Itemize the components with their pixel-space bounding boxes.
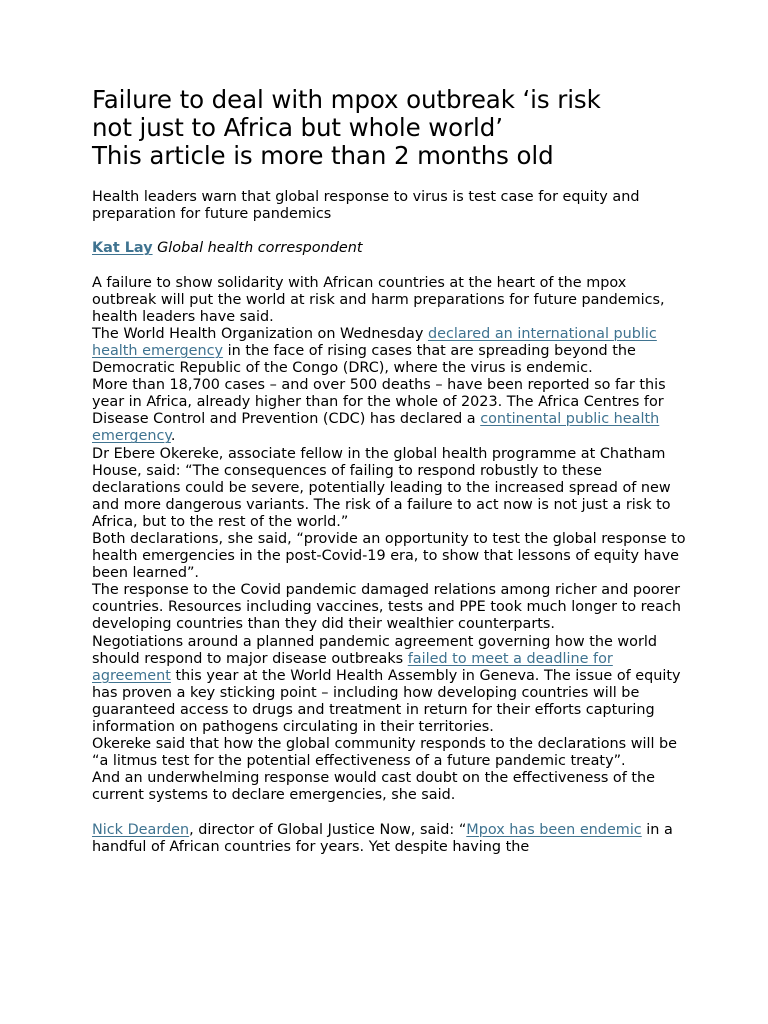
- paragraph-8: Okereke said that how the global community responds to the declarations will be “a litmus test for the potential effectiveness of a future pandemic treaty”.: [92, 736, 678, 770]
- paragraph-7-text-after: this year at the World Health Assembly in Geneva. The issue of equity has proven a key sticking point – including how developing countries will be guaranteed access to drugs and treatment in return for their efforts capturing information on pathogens circulating in their territories.: [92, 667, 681, 736]
- article-headline: [92, 86, 692, 170]
- paragraph-9: And an underwhelming response would cast doubt on the effectiveness of the current systems to declare emergencies, she said.: [92, 770, 655, 804]
- paragraph-3-text-before: More than 18,700 cases – and over 500 deaths – have been reported so far this year in Africa, already higher than for the whole of 2023. The Africa Centres for Disease Control and Prevention (CDC) has declared a: [92, 377, 666, 428]
- author-role: Global health correspondent: [157, 240, 363, 257]
- author-link[interactable]: Kat Lay: [92, 240, 153, 257]
- paragraph-2-text-before: The World Health Organization on Wednesday: [92, 325, 428, 342]
- paragraph-10-text-mid: , director of Global Justice Now, said: “: [189, 821, 467, 838]
- paragraph-10-text-after: in a handful of African countries for years. Yet despite having the: [92, 821, 673, 855]
- paragraph-7-text-before: Negotiations around a planned pandemic agreement governing how the world should respond to major disease outbreaks: [92, 633, 658, 667]
- article-standfirst: Health leaders warn that global response to virus is test case for equity and preparation for future pandemics: [92, 189, 640, 223]
- paragraph-1: A failure to show solidarity with African countries at the heart of the mpox outbreak will put the world at risk and harm preparations for future pandemics, health leaders have said.: [92, 274, 665, 325]
- deadline-agreement-link[interactable]: failed to meet a deadline for agreement: [92, 650, 613, 684]
- paragraph-10: [92, 822, 692, 856]
- emergency-declaration-link[interactable]: declared an international public health emergency: [92, 325, 657, 359]
- paragraph-5: Both declarations, she said, “provide an opportunity to test the global response to health emergencies in the post-Covid-19 era, to show that lessons of equity have been learned”.: [92, 531, 686, 582]
- headline-line-2: not just to Africa but whole world’: [92, 113, 503, 142]
- article-content: [92, 86, 692, 856]
- article-body: [92, 275, 692, 856]
- paragraph-6: The response to the Covid pandemic damaged relations among richer and poorer countries. Resources including vaccines, tests and PPE took much longer to reach developing countries than they did their wealthier counterparts.: [92, 582, 681, 633]
- byline: [92, 240, 692, 257]
- paragraph-2-text-after: in the face of rising cases that are spreading beyond the Democratic Republic of the Congo (DRC), where the virus is endemic.: [92, 342, 636, 377]
- article-age-notice: This article is more than 2 months old: [92, 141, 554, 170]
- paragraph-2: [92, 326, 692, 377]
- headline-line-1: Failure to deal with mpox outbreak ‘is risk: [92, 85, 601, 114]
- paragraph-3: [92, 377, 692, 445]
- mpox-endemic-link[interactable]: Mpox has been endemic: [466, 821, 642, 838]
- paragraph-3-text-after: .: [170, 428, 176, 445]
- paragraph-7: [92, 634, 692, 737]
- continental-emergency-link[interactable]: continental public health emergency: [92, 411, 660, 445]
- nick-dearden-link[interactable]: Nick Dearden: [92, 821, 190, 838]
- paragraph-4: Dr Ebere Okereke, associate fellow in the global health programme at Chatham House, said: “The consequences of failing to respond robustly to these declarations could be severe, potentially leading to the increased spread of new and more dangerous variants. The risk of a failure to act now is not just a risk to Africa, but to the rest of the world.”: [92, 445, 671, 530]
